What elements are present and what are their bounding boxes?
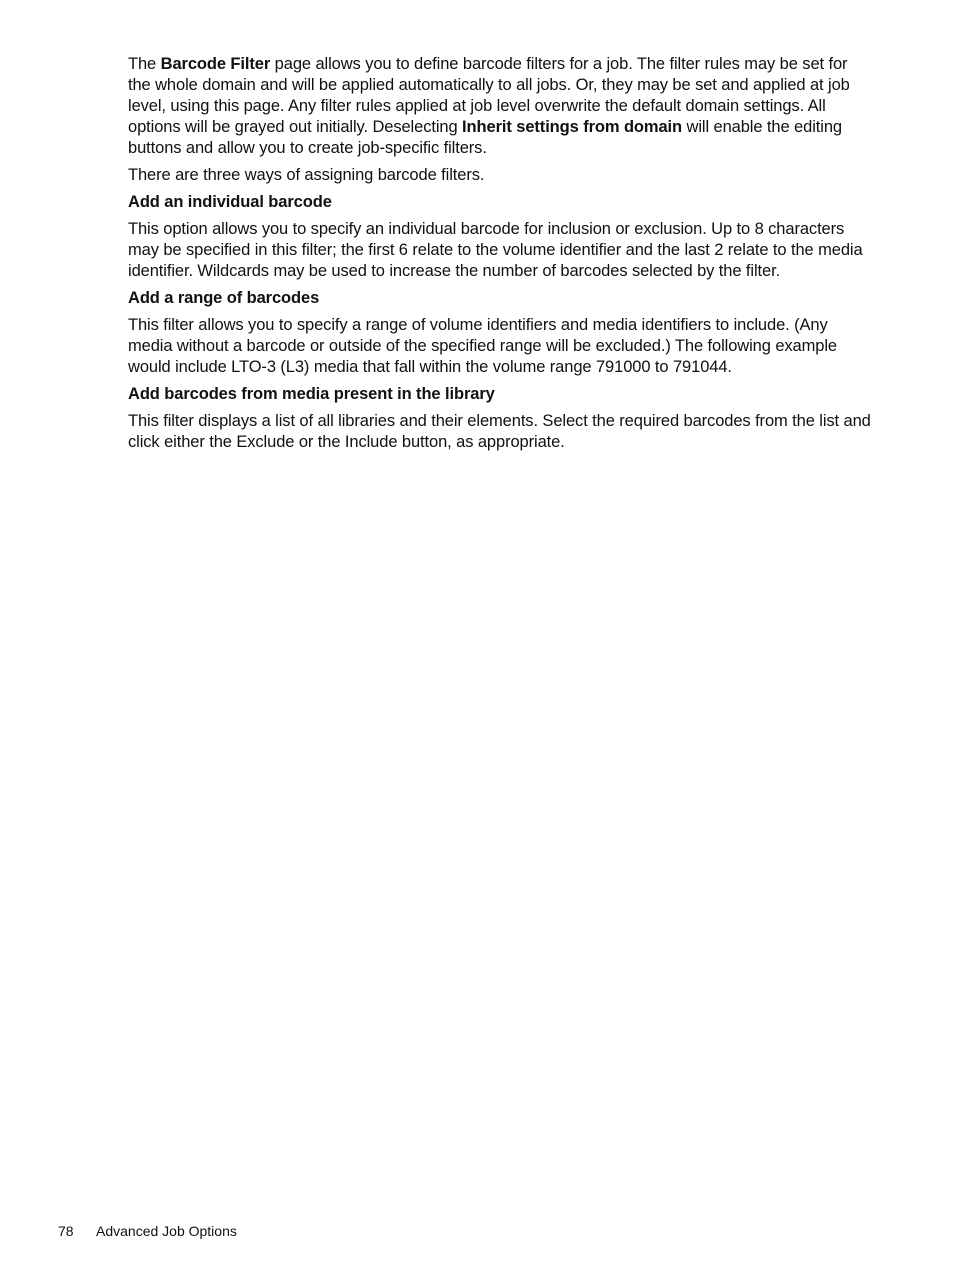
page-footer xyxy=(58,1222,237,1240)
range-of-barcodes-paragraph: This filter allows you to specify a range of volume identifiers and media identifiers to include. (Any media without a barcode or outside of the specified range will be excluded.) The following example would include LTO-3 (L3) media that fall within the volume range 791000 to 791044. xyxy=(128,316,837,376)
barcode-filter-term: Barcode Filter xyxy=(160,55,271,73)
intro-paragraph xyxy=(128,54,873,159)
intro-text-2: page allows you to define barcode filters for a job. The filter rules may be set for the whole domain and will be applied automatically to all jobs. Or, they may be set and applied at job level, using this page. Any filter rules applied at job level overwrite the default domain settings. All options will be grayed out initially. Deselecting xyxy=(128,55,850,136)
page-content xyxy=(128,54,873,459)
chapter-title: Advanced Job Options xyxy=(96,1223,237,1239)
barcodes-from-library-paragraph: This filter displays a list of all libraries and their elements. Select the required barcodes from the list and click either the Exclude or the Include button, as appropriate. xyxy=(128,412,871,451)
intro-text-1: The xyxy=(128,55,161,73)
page-number: 78 xyxy=(58,1223,74,1239)
individual-barcode-paragraph: This option allows you to specify an individual barcode for inclusion or exclusion. Up to 8 characters may be specified in this filter; the first 6 relate to the volume identifier and the last 2 relate to the media identifier. Wildcards may be used to increase the number of barcodes selected by the filter. xyxy=(128,220,863,280)
ways-paragraph: There are three ways of assigning barcode filters. xyxy=(128,166,485,184)
inherit-settings-term: Inherit settings from domain xyxy=(462,118,683,136)
heading-individual-barcode: Add an individual barcode xyxy=(128,193,332,211)
heading-range-of-barcodes: Add a range of barcodes xyxy=(128,289,320,307)
intro-text-3: will enable the editing buttons and allow you to create job-specific filters. xyxy=(128,118,842,157)
heading-barcodes-from-library: Add barcodes from media present in the library xyxy=(128,385,495,403)
